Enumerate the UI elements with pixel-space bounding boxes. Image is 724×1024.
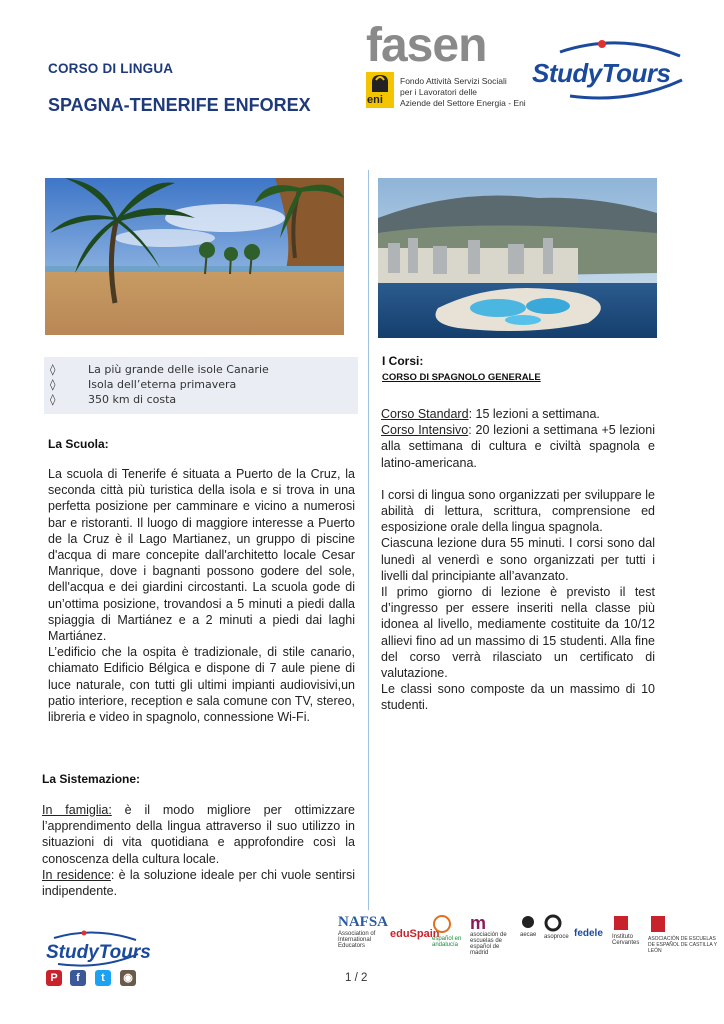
study-tours-logo: StudyTours bbox=[532, 58, 671, 88]
instagram-icon[interactable]: ◉ bbox=[120, 970, 136, 986]
corsi-text: Corso Standard: 15 lezioni a settimana. Corso Intensivo: 20 lezioni a settimana +5 lezioni alla settimana di cultura e civiltà spagnola e latino-americana. I corsi di lingua sono organizzati per sviluppare le abilità di lettura, scrittura, comprensione ed esposizione orale della lingua spagnola. Ciascuna lezione dura 55 minuti. I corsi sono dal lunedì al venerdì e sono organizzati per tutti i livelli dal principiante all’avanzato. Il primo giorno di lezione è previsto il test d’ingresso per essere inseriti nella classe più idonea al livello, mediamente costituite da 10/12 allievi fino ad un massimo di 15 studenti. Alla fine del corso verrà rilasciato un certificato di valutazione. Le classi sono composte da un massimo di 10 studenti. bbox=[381, 407, 655, 713]
beach-photo bbox=[45, 178, 344, 335]
pinterest-icon[interactable]: P bbox=[46, 970, 62, 986]
column-divider bbox=[368, 170, 369, 910]
page-title: SPAGNA-TENERIFE ENFOREX bbox=[48, 95, 311, 115]
castilla-leon-logo: ASOCIACIÓN DE ESCUELAS DE ESPAÑOL DE CASTILLA Y LEÓN bbox=[648, 914, 720, 966]
sistemazione-text: In famiglia: è il modo migliore per ottimizzare l’apprendimento della lingua attraverso il suo utilizzo in situazioni di vita quotidiana e approfondire così la conoscenza della cultura locale. In residence: è la soluzione ideale per chi vuole sentirsi indipendente. bbox=[42, 803, 355, 899]
eduspain-logo: eduSpain bbox=[390, 928, 440, 940]
nafsa-logo: NAFSA Association of International Educators bbox=[338, 914, 389, 949]
course-kicker: CORSO DI LINGUA bbox=[48, 61, 174, 76]
facebook-icon[interactable]: f bbox=[70, 970, 86, 986]
asoproce-logo: asoproce bbox=[544, 914, 570, 966]
sistemazione-heading: La Sistemazione: bbox=[42, 772, 141, 786]
madrid-schools-logo: m asociación de escuelas de español de madrid bbox=[470, 914, 507, 956]
andalucia-logo: español en andalucía bbox=[432, 914, 472, 966]
scuola-heading: La Scuola: bbox=[48, 437, 109, 451]
fedele-logo: fedele bbox=[574, 928, 603, 939]
page-number: 1 / 2 bbox=[345, 972, 368, 984]
footer-brand: StudyTours bbox=[46, 942, 151, 963]
coast-photo bbox=[378, 178, 657, 338]
scuola-text: La scuola di Tenerife é situata a Puerto de la Cruz, la seconda città più turistica della isola e si trova in una perfetta posizione per camminare e vicino a numerosi bar e ristoranti. Il luogo di maggiore interesse a Puerto de la Cruz è il Lago Martianez, un gruppo di piscine d'acqua di mare concepite dall'architetto locale Cesar Manrique, dove i bagnanti possono godere del sole, dell'acqua e dei giardini circostanti. La scuola gode di un’ottima posizione, trovandosi a 5 minuti a piedi dalla spiaggia di Martiánez e a 2 minuti a piedi dai laghi Martiánez. L’edificio che la ospita è tradizionale, di stile canario, chiamato Edificio Bélgica e dispone di 7 aule piene di luce naturale, con tutti gli ultimi impianti audiovisivi,un patio interiore, reception e sala comune con TV, stereo, libreria e video in spagnolo, connessione Wi-Fi. bbox=[48, 467, 355, 725]
fasen-description: Fondo Attività Servizi Sociali per i Lavoratori delle Aziende del Settore Energia - Eni bbox=[400, 76, 526, 108]
twitter-icon[interactable]: t bbox=[95, 970, 111, 986]
cervantes-logo: Instituto Cervantes bbox=[612, 914, 646, 966]
eni-label: eni bbox=[367, 94, 383, 106]
aecae-logo: aecae bbox=[520, 914, 542, 966]
corsi-heading: I Corsi: bbox=[382, 354, 424, 368]
corsi-subheading: CORSO DI SPAGNOLO GENERALE bbox=[382, 372, 541, 383]
highlights-box: ◊ La più grande delle isole Canarie ◊ Isola dell’eterna primavera ◊ 350 km di costa bbox=[44, 357, 358, 414]
fasen-logo: fasen bbox=[366, 19, 487, 72]
